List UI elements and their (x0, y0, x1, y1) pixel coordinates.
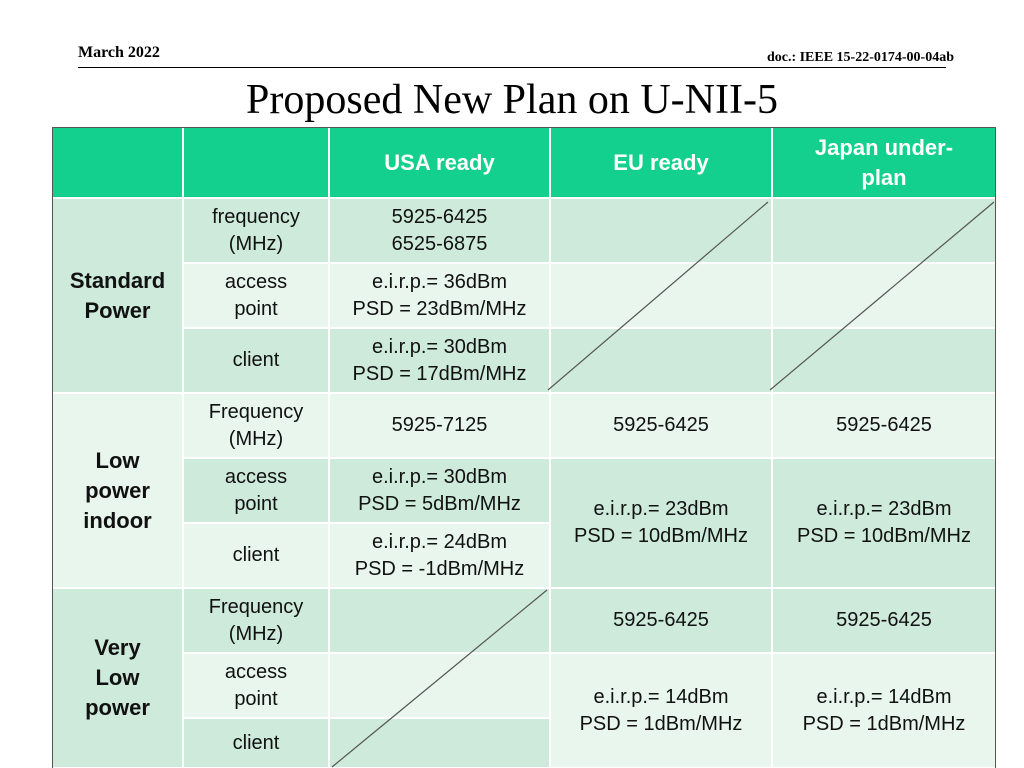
group-label-very-low-power: Very Low power (52, 588, 183, 768)
group-label-standard-power: Standard Power (52, 198, 183, 393)
slide-title: Proposed New Plan on U-NII-5 (246, 77, 778, 123)
eu-cell: 5925-6425 (550, 588, 772, 653)
header-cell-usa: USA ready (329, 127, 550, 198)
header-date: March 2022 (78, 44, 160, 61)
diagonal-japan-standard (770, 202, 994, 390)
eu-cell: 5925-6425 (550, 393, 772, 458)
header-cell-japan: Japan under- plan (772, 127, 996, 198)
usa-cell: 5925-6425 6525-6875 (329, 198, 550, 263)
diagonal-eu-standard (548, 202, 768, 390)
japan-cell: 5925-6425 (772, 588, 996, 653)
param-cell: frequency (MHz) (183, 198, 329, 263)
header-cell-eu: EU ready (550, 127, 772, 198)
param-cell: access point (183, 458, 329, 523)
usa-cell: e.i.r.p.= 24dBm PSD = -1dBm/MHz (329, 523, 550, 588)
japan-cell: 5925-6425 (772, 393, 996, 458)
param-cell: client (183, 328, 329, 393)
usa-cell: e.i.r.p.= 30dBm PSD = 17dBm/MHz (329, 328, 550, 393)
usa-cell: e.i.r.p.= 30dBm PSD = 5dBm/MHz (329, 458, 550, 523)
japan-merged-cell: e.i.r.p.= 23dBm PSD = 10dBm/MHz (772, 458, 996, 588)
param-cell: Frequency (MHz) (183, 393, 329, 458)
diagonal-usa-very-low (332, 590, 547, 767)
param-cell: client (183, 523, 329, 588)
eu-merged-cell: e.i.r.p.= 23dBm PSD = 10dBm/MHz (550, 458, 772, 588)
param-cell: client (183, 718, 329, 768)
param-cell: Frequency (MHz) (183, 588, 329, 653)
header-doc-id: doc.: IEEE 15-22-0174-00-04ab (766, 50, 954, 65)
japan-merged-cell: e.i.r.p.= 14dBm PSD = 1dBm/MHz (772, 653, 996, 768)
usa-cell: 5925-7125 (329, 393, 550, 458)
usa-cell: e.i.r.p.= 36dBm PSD = 23dBm/MHz (329, 263, 550, 328)
eu-merged-cell: e.i.r.p.= 14dBm PSD = 1dBm/MHz (550, 653, 772, 768)
param-cell: access point (183, 263, 329, 328)
group-label-low-power-indoor: Low power indoor (52, 393, 183, 588)
param-cell: access point (183, 653, 329, 718)
